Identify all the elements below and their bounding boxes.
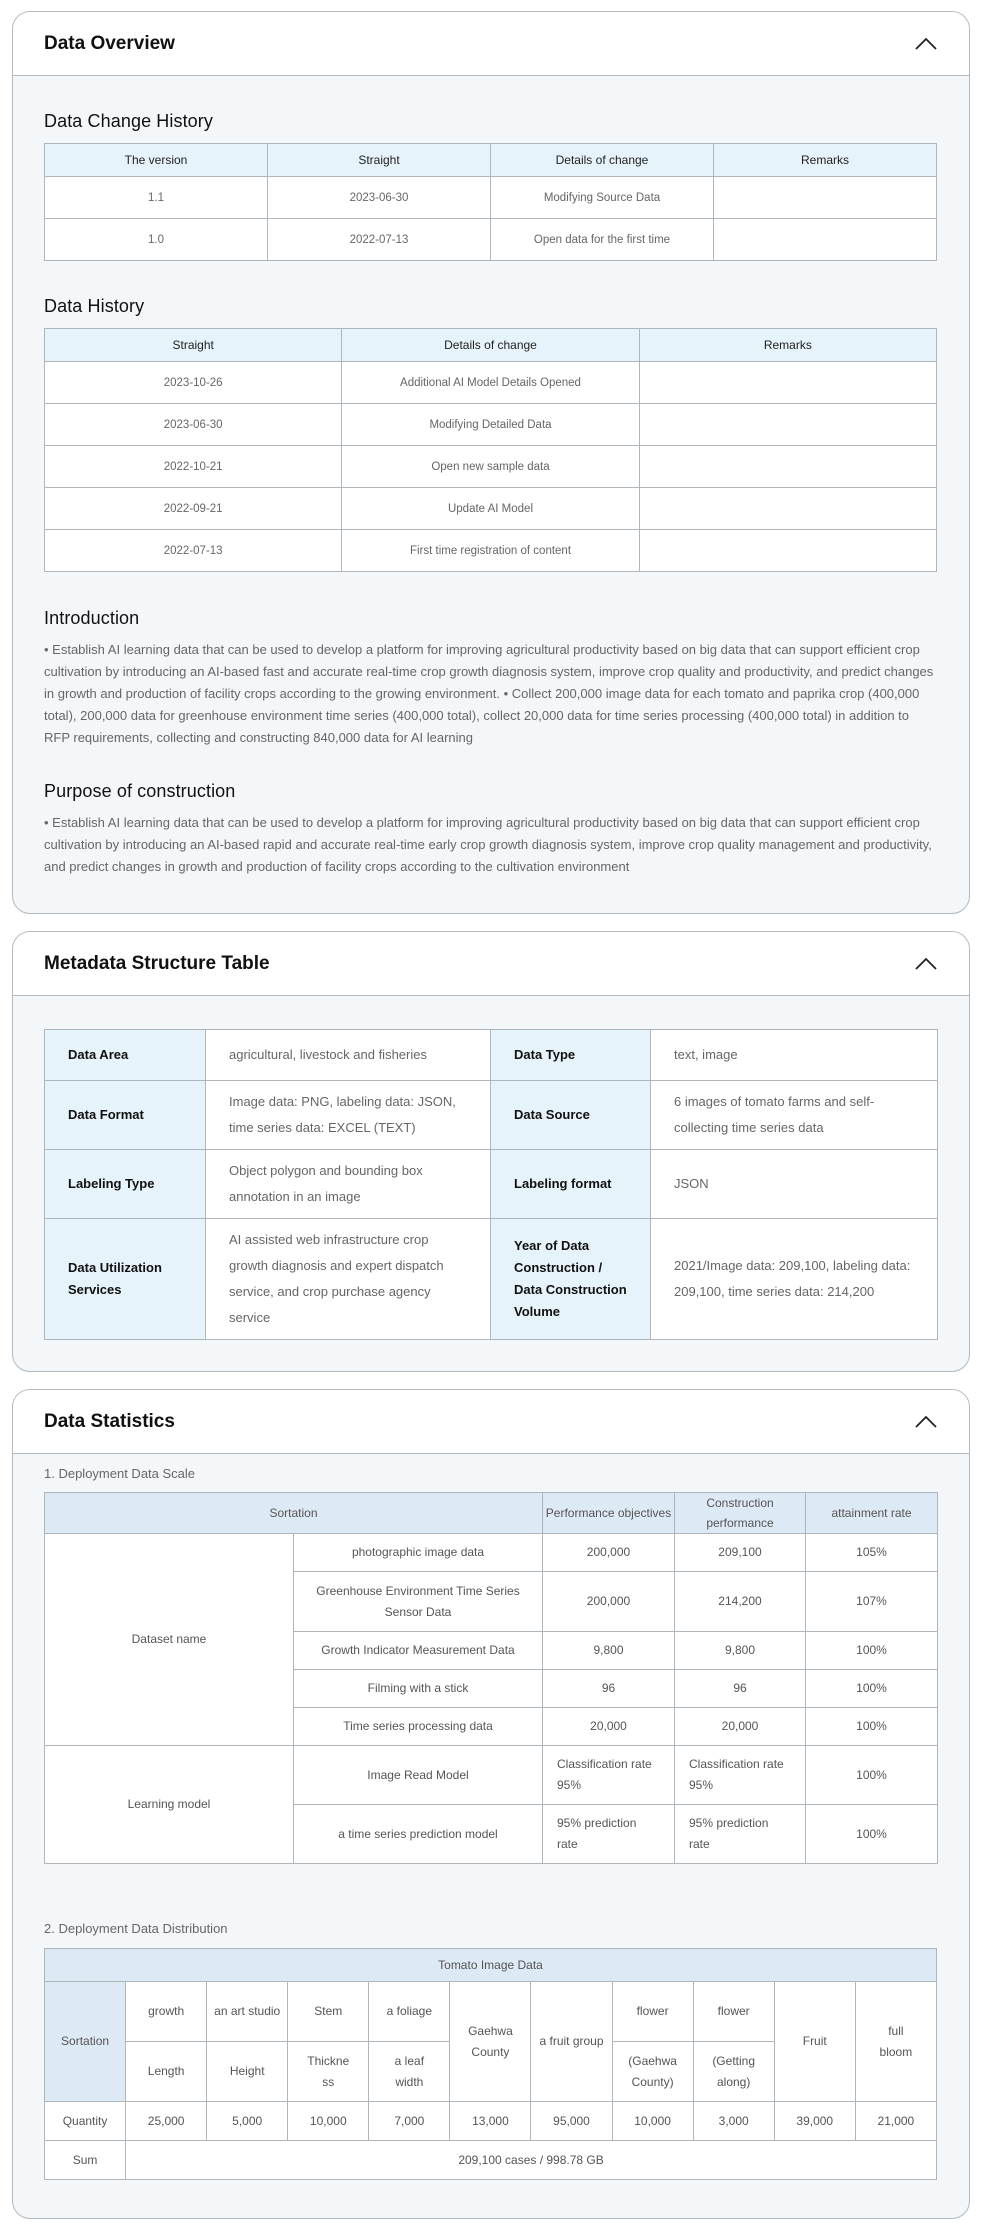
- metadata-table: [44, 1029, 938, 1340]
- item-name: a time series prediction model: [294, 1805, 543, 1864]
- column-header: Straight: [45, 329, 342, 362]
- field-label: Labeling Type: [45, 1150, 206, 1219]
- table-row: [45, 219, 937, 261]
- field-label: Data Format: [45, 1081, 206, 1150]
- performance-cell: Classification rate 95%: [675, 1746, 806, 1805]
- column-header: Performance objectives: [543, 1493, 675, 1534]
- remarks-cell: [714, 219, 937, 261]
- column-header: growth: [126, 1982, 207, 2042]
- table-title: Tomato Image Data: [45, 1949, 937, 1982]
- field-label: Data Type: [491, 1030, 651, 1081]
- objective-cell: 200,000: [543, 1572, 675, 1632]
- objective-cell: 200,000: [543, 1534, 675, 1572]
- field-label: Data Source: [491, 1081, 651, 1150]
- column-header: Construction performance: [675, 1493, 806, 1534]
- column-header: flower: [612, 1982, 693, 2042]
- rate-cell: 100%: [806, 1805, 938, 1864]
- field-label: Year of Data Construction / Data Construction Volume: [491, 1219, 651, 1340]
- details-cell: First time registration of content: [342, 530, 639, 572]
- column-subheader: Thickne ss: [288, 2042, 369, 2102]
- objective-cell: 96: [543, 1670, 675, 1708]
- metadata-panel: [12, 931, 970, 1372]
- column-subheader: a leaf width: [369, 2042, 450, 2102]
- table-row: [45, 446, 937, 488]
- remarks-cell: [639, 362, 936, 404]
- sum-label: Sum: [45, 2141, 126, 2180]
- column-subheader: (Gaehwa County): [612, 2042, 693, 2102]
- quantity-cell: 13,000: [450, 2102, 531, 2141]
- metadata-header[interactable]: [13, 932, 969, 996]
- item-name: Time series processing data: [294, 1708, 543, 1746]
- section-title: Purpose of construction: [44, 781, 236, 801]
- column-header: full bloom: [855, 1982, 936, 2102]
- quantity-cell: 39,000: [774, 2102, 855, 2141]
- panel-title: Metadata Structure Table: [44, 952, 270, 974]
- remarks-cell: [639, 446, 936, 488]
- column-header: flower: [693, 1982, 774, 2042]
- column-subheader: Length: [126, 2042, 207, 2102]
- date-cell: 2023-10-26: [45, 362, 342, 404]
- performance-cell: 209,100: [675, 1534, 806, 1572]
- objective-cell: 9,800: [543, 1632, 675, 1670]
- chevron-up-icon[interactable]: [914, 957, 938, 971]
- table-row: [45, 1030, 938, 1081]
- statistics-header[interactable]: [13, 1390, 969, 1454]
- field-value: JSON: [651, 1150, 938, 1219]
- field-value: 6 images of tomato farms and self-collecting time series data: [651, 1081, 938, 1150]
- data-history-table: [44, 328, 937, 572]
- chevron-up-icon[interactable]: [914, 1415, 938, 1429]
- item-name: Filming with a stick: [294, 1670, 543, 1708]
- item-name: Greenhouse Environment Time Series Sensor Data: [294, 1572, 543, 1632]
- table-row: [45, 362, 937, 404]
- date-cell: 2023-06-30: [45, 404, 342, 446]
- column-header: a foliage: [369, 1982, 450, 2042]
- objective-cell: 95% prediction rate: [543, 1805, 675, 1864]
- table-row: [45, 1534, 938, 1572]
- field-label: Data Area: [45, 1030, 206, 1081]
- remarks-cell: [714, 177, 937, 219]
- field-value: 2021/Image data: 209,100, labeling data: 209,100, time series data: 214,200: [651, 1219, 938, 1340]
- column-header: attainment rate: [806, 1493, 938, 1534]
- performance-cell: 214,200: [675, 1572, 806, 1632]
- column-header: Fruit: [774, 1982, 855, 2102]
- section-subtitle: 2. Deployment Data Distribution: [44, 1921, 228, 1936]
- data-overview-panel: [12, 11, 970, 914]
- table-row: [45, 1746, 938, 1805]
- performance-cell: 9,800: [675, 1632, 806, 1670]
- section-subtitle: 1. Deployment Data Scale: [44, 1466, 196, 1481]
- quantity-cell: 7,000: [369, 2102, 450, 2141]
- field-value: AI assisted web infrastructure crop growth diagnosis and expert dispatch service, and crop purchase agency service: [206, 1219, 491, 1340]
- column-header: Sortation: [45, 1493, 543, 1534]
- group-label: Learning model: [45, 1746, 294, 1864]
- column-subheader: (Getting along): [693, 2042, 774, 2102]
- item-name: photographic image data: [294, 1534, 543, 1572]
- rate-cell: 100%: [806, 1746, 938, 1805]
- table-row: [45, 1150, 938, 1219]
- deployment-scale-table: [44, 1492, 938, 1864]
- version-cell: 1.1: [45, 177, 268, 219]
- column-header: Remarks: [714, 144, 937, 177]
- quantity-cell: 95,000: [531, 2102, 612, 2141]
- column-header: The version: [45, 144, 268, 177]
- field-label: Labeling format: [491, 1150, 651, 1219]
- section-title: Data Change History: [44, 111, 213, 131]
- column-header: Gaehwa County: [450, 1982, 531, 2102]
- details-cell: Modifying Detailed Data: [342, 404, 639, 446]
- table-row: [45, 488, 937, 530]
- rate-cell: 100%: [806, 1670, 938, 1708]
- item-name: Image Read Model: [294, 1746, 543, 1805]
- column-header: Details of change: [342, 329, 639, 362]
- section-title: Data History: [44, 296, 145, 316]
- table-row: [45, 530, 937, 572]
- table-row: [45, 2102, 937, 2141]
- introduction-text: • Establish AI learning data that can be used to develop a platform for improving agricultural productivity based on big data that can support efficient crop cultivation by introducing an AI-based fast and accurate real-time crop growth diagnosis system, improve crop quality and productivity, and predict changes in growth and production of facility crops according to the growing environment. • Collect 200,000 image data for each tomato and paprika crop (400,000 total), 200,000 data for greenhouse environment time series (400,000 total), collect 20,000 data for time series processing (400,000 total) in addition to RFP requirements, collecting and constructing 840,000 data for AI learning: [44, 642, 934, 745]
- date-cell: 2023-06-30: [268, 177, 491, 219]
- data-overview-header[interactable]: [13, 12, 969, 76]
- group-label: Dataset name: [45, 1534, 294, 1746]
- column-header: Straight: [268, 144, 491, 177]
- quantity-cell: 25,000: [126, 2102, 207, 2141]
- table-row: [45, 1219, 938, 1340]
- rate-cell: 100%: [806, 1708, 938, 1746]
- sum-value: 209,100 cases / 998.78 GB: [126, 2141, 937, 2180]
- field-value: Object polygon and bounding box annotation in an image: [206, 1150, 491, 1219]
- rate-cell: 105%: [806, 1534, 938, 1572]
- item-name: Growth Indicator Measurement Data: [294, 1632, 543, 1670]
- table-row: [45, 1081, 938, 1150]
- panel-title: Data Statistics: [44, 1410, 175, 1432]
- deployment-distribution-table: [44, 1948, 937, 2180]
- date-cell: 2022-10-21: [45, 446, 342, 488]
- quantity-label: Quantity: [45, 2102, 126, 2141]
- field-value: agricultural, livestock and fisheries: [206, 1030, 491, 1081]
- quantity-cell: 5,000: [207, 2102, 288, 2141]
- chevron-up-icon[interactable]: [914, 37, 938, 51]
- remarks-cell: [639, 530, 936, 572]
- statistics-panel: [12, 1389, 970, 2219]
- objective-cell: 20,000: [543, 1708, 675, 1746]
- section-title: Introduction: [44, 608, 140, 628]
- column-header: Remarks: [639, 329, 936, 362]
- date-cell: 2022-07-13: [268, 219, 491, 261]
- rate-cell: 107%: [806, 1572, 938, 1632]
- quantity-cell: 3,000: [693, 2102, 774, 2141]
- performance-cell: 96: [675, 1670, 806, 1708]
- quantity-cell: 10,000: [288, 2102, 369, 2141]
- performance-cell: 95% prediction rate: [675, 1805, 806, 1864]
- details-cell: Modifying Source Data: [491, 177, 714, 219]
- remarks-cell: [639, 404, 936, 446]
- table-row: [45, 2141, 937, 2180]
- field-label: Data Utilization Services: [45, 1219, 206, 1340]
- quantity-cell: 21,000: [855, 2102, 936, 2141]
- quantity-cell: 10,000: [612, 2102, 693, 2141]
- field-value: Image data: PNG, labeling data: JSON, time series data: EXCEL (TEXT): [206, 1081, 491, 1150]
- date-cell: 2022-09-21: [45, 488, 342, 530]
- version-cell: 1.0: [45, 219, 268, 261]
- remarks-cell: [639, 488, 936, 530]
- panel-title: Data Overview: [44, 32, 175, 54]
- column-header: Stem: [288, 1982, 369, 2042]
- column-header: a fruit group: [531, 1982, 612, 2102]
- field-value: text, image: [651, 1030, 938, 1081]
- details-cell: Update AI Model: [342, 488, 639, 530]
- details-cell: Open new sample data: [342, 446, 639, 488]
- details-cell: Open data for the first time: [491, 219, 714, 261]
- table-row: [45, 404, 937, 446]
- objective-cell: Classification rate 95%: [543, 1746, 675, 1805]
- purpose-text: • Establish AI learning data that can be used to develop a platform for improving agricultural productivity based on big data that can support efficient crop cultivation by introducing an AI-based rapid and accurate real-time early crop growth diagnosis system, improve crop quality management and productivity, and predict changes in growth and production of facility crops according to the cultivation environment: [44, 815, 932, 874]
- rate-cell: 100%: [806, 1632, 938, 1670]
- column-header: Details of change: [491, 144, 714, 177]
- change-history-table: [44, 143, 937, 261]
- date-cell: 2022-07-13: [45, 530, 342, 572]
- column-subheader: Height: [207, 2042, 288, 2102]
- details-cell: Additional AI Model Details Opened: [342, 362, 639, 404]
- sortation-label: Sortation: [45, 1982, 126, 2102]
- column-header: an art studio: [207, 1982, 288, 2042]
- performance-cell: 20,000: [675, 1708, 806, 1746]
- table-row: [45, 177, 937, 219]
